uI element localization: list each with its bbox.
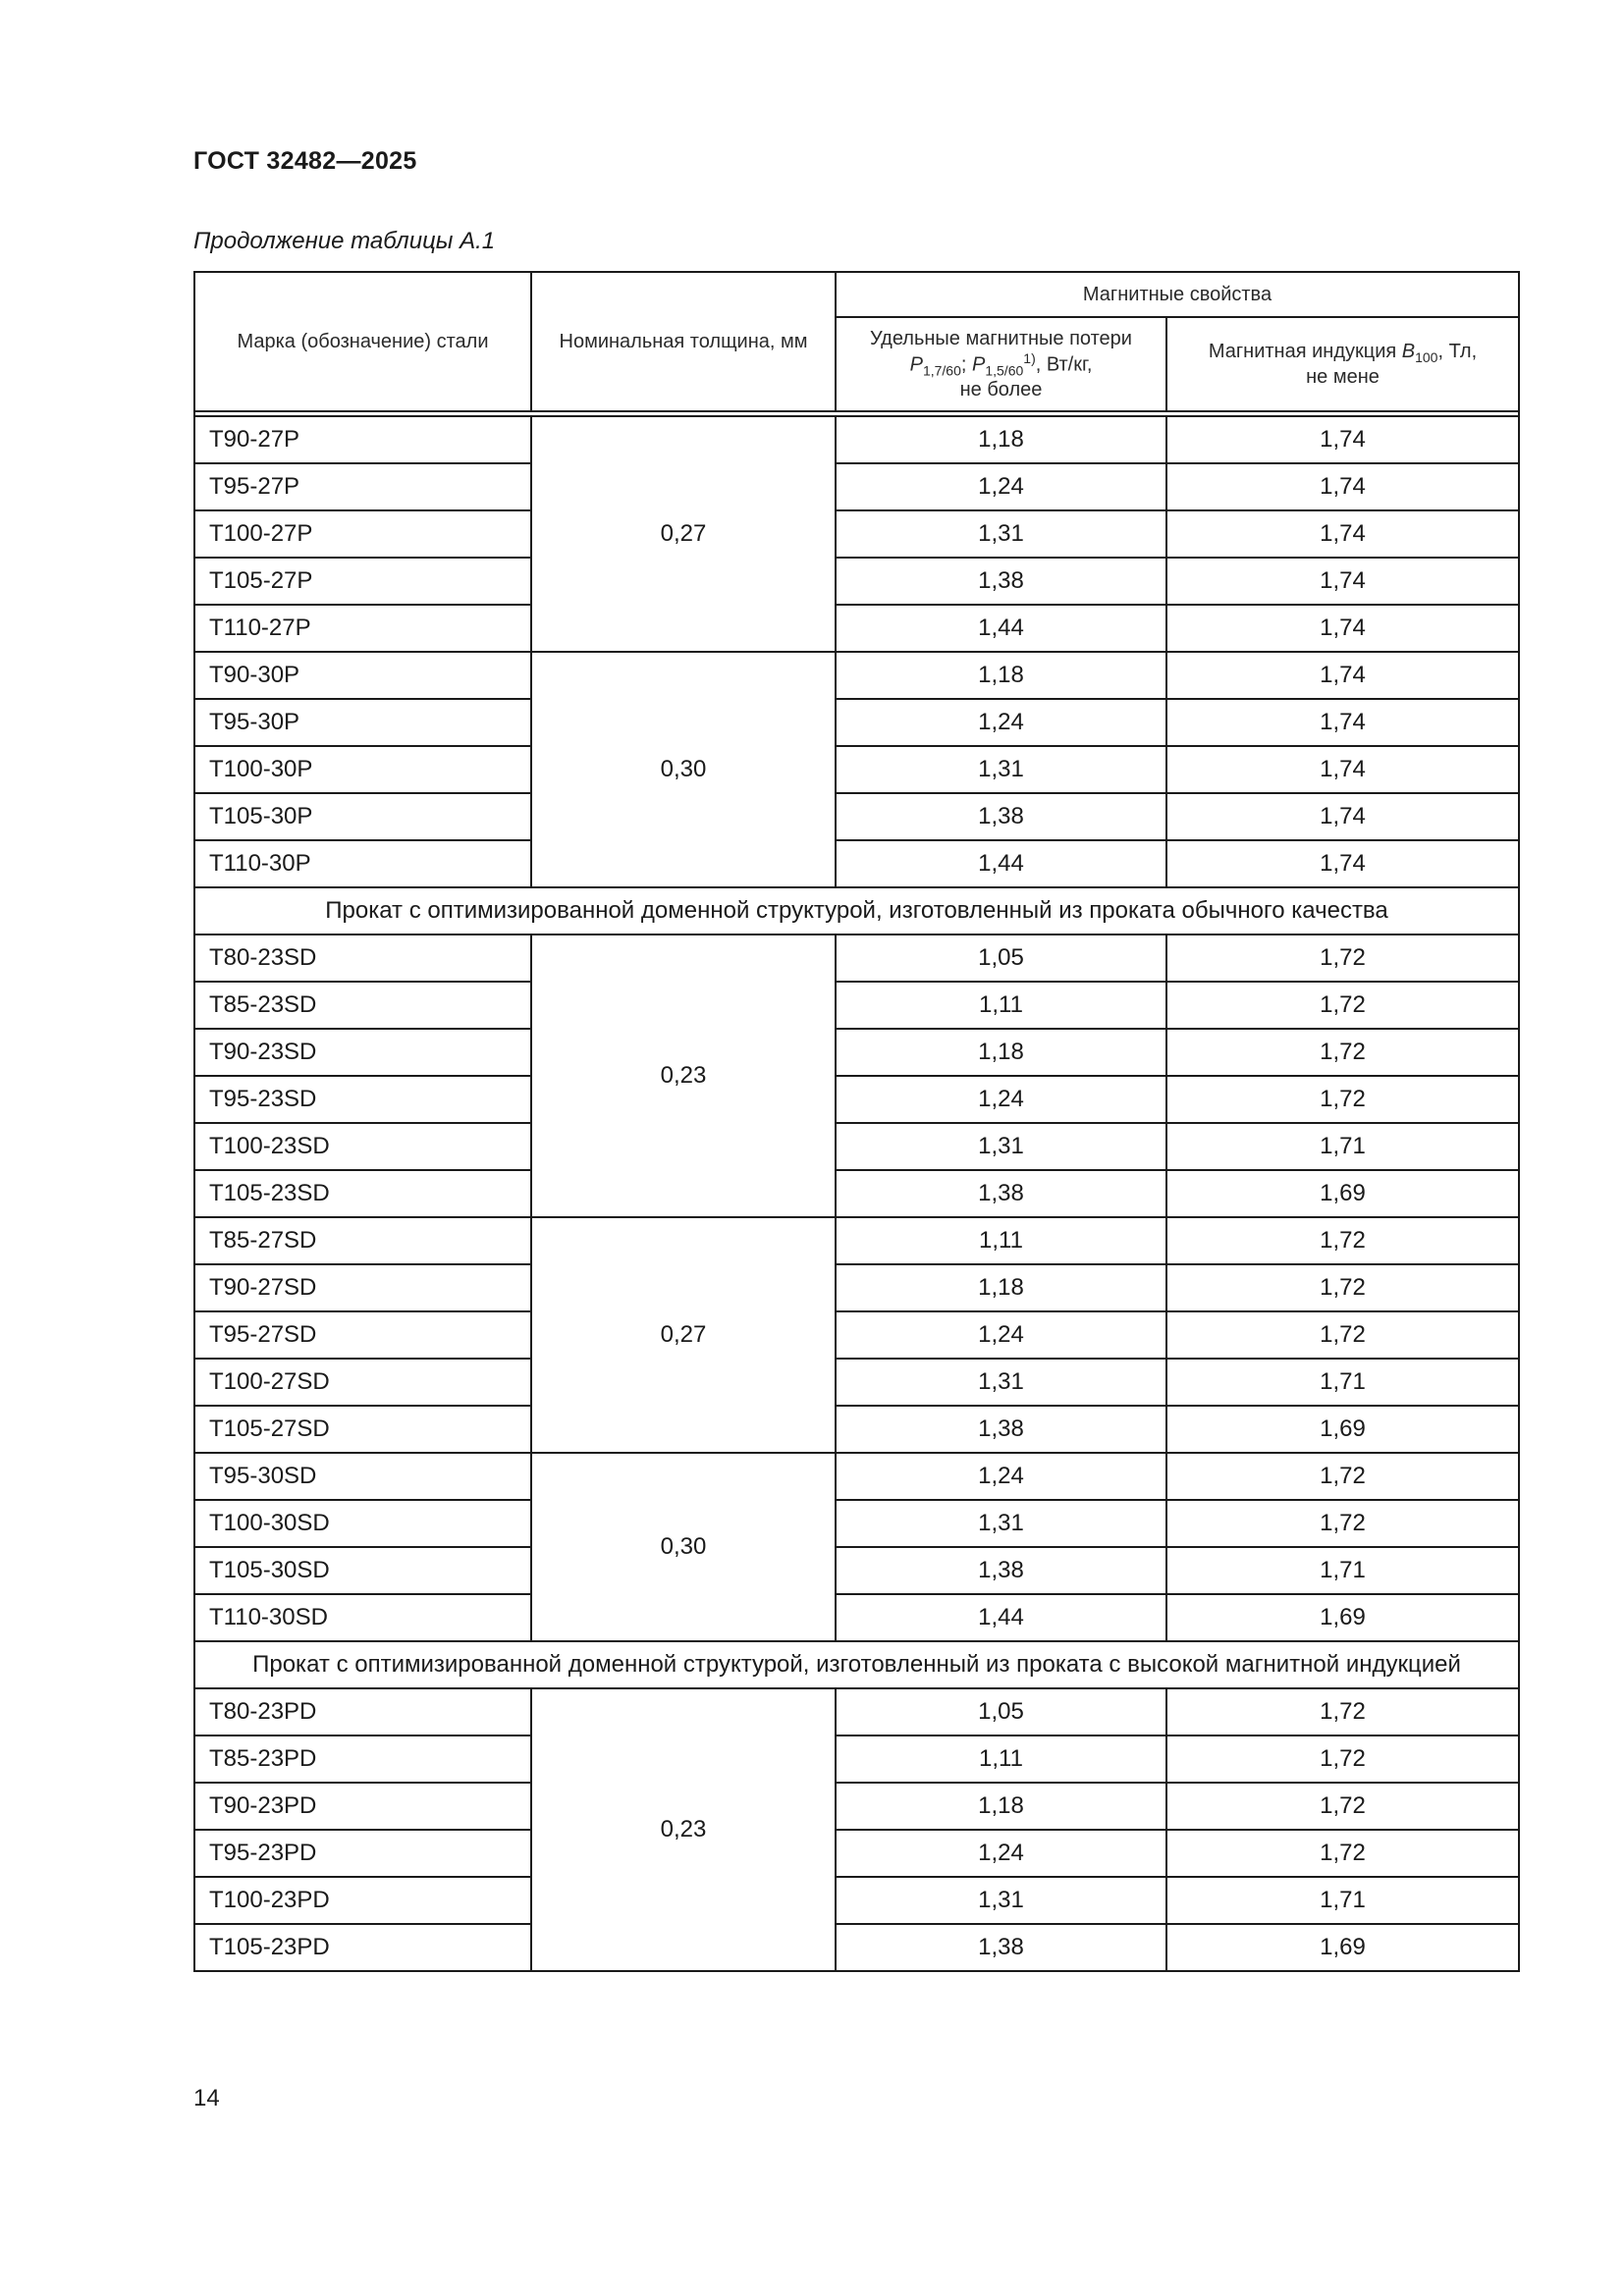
steel-grade-cell: Т100-30SD (194, 1500, 531, 1547)
steel-grade-cell: Т100-27Р (194, 510, 531, 558)
specific-loss-cell: 1,18 (836, 652, 1166, 699)
losses-footnote: 1) (1023, 349, 1036, 366)
table-row (194, 1783, 1519, 1830)
induction-symbol: B (1401, 341, 1416, 362)
steel-grade-cell: Т105-27Р (194, 558, 531, 605)
table-row (194, 1830, 1519, 1877)
table-row (194, 699, 1519, 746)
specific-loss-cell: 1,38 (836, 1170, 1166, 1217)
specific-loss-cell: 1,11 (836, 1217, 1166, 1264)
table-row (194, 1217, 1519, 1264)
table-row (194, 1735, 1519, 1783)
specific-loss-cell: 1,11 (836, 1735, 1166, 1783)
table-row (194, 463, 1519, 510)
header-induction (1166, 317, 1519, 411)
thickness-cell: 0,30 (531, 1453, 836, 1641)
specific-loss-cell: 1,18 (836, 1264, 1166, 1311)
steel-grade-cell: Т100-30Р (194, 746, 531, 793)
specific-loss-cell: 1,24 (836, 699, 1166, 746)
thickness-cell: 0,23 (531, 1688, 836, 1971)
specific-loss-cell: 1,31 (836, 1877, 1166, 1924)
steel-grade-cell: Т90-27SD (194, 1264, 531, 1311)
induction-cell: 1,72 (1166, 1783, 1519, 1830)
specific-loss-cell: 1,38 (836, 1924, 1166, 1971)
induction-cell: 1,72 (1166, 1735, 1519, 1783)
steel-grade-cell: Т85-23SD (194, 982, 531, 1029)
table-row (194, 934, 1519, 982)
section-title: Прокат с оптимизированной доменной структурой, изготовленный из проката с высокой магнитной индукцией (194, 1641, 1519, 1688)
steel-grade-cell: Т110-30Р (194, 840, 531, 887)
specific-loss-cell: 1,31 (836, 510, 1166, 558)
induction-cell: 1,69 (1166, 1406, 1519, 1453)
specific-loss-cell: 1,44 (836, 605, 1166, 652)
steel-grade-cell: Т105-30SD (194, 1547, 531, 1594)
table-row (194, 840, 1519, 887)
table-row (194, 1264, 1519, 1311)
steel-grades-table (193, 271, 1520, 1972)
induction-cell: 1,72 (1166, 1453, 1519, 1500)
specific-loss-cell: 1,24 (836, 463, 1166, 510)
induction-unit: , Тл, (1437, 341, 1478, 362)
table-row (194, 1500, 1519, 1547)
induction-cell: 1,72 (1166, 934, 1519, 982)
table-row (194, 1123, 1519, 1170)
specific-loss-cell: 1,18 (836, 1029, 1166, 1076)
induction-cell: 1,71 (1166, 1547, 1519, 1594)
header-grade: Марка (обозначение) стали (194, 272, 531, 411)
losses-separator: ; (960, 353, 972, 376)
table-row (194, 1076, 1519, 1123)
steel-grade-cell: Т95-30Р (194, 699, 531, 746)
induction-cell: 1,74 (1166, 463, 1519, 510)
induction-cell: 1,74 (1166, 840, 1519, 887)
steel-grade-cell: Т80-23SD (194, 934, 531, 982)
table-body (194, 416, 1519, 1971)
header-thickness: Номинальная толщина, мм (531, 272, 836, 411)
induction-cell: 1,72 (1166, 1830, 1519, 1877)
header-magnetic-properties: Магнитные свойства (836, 272, 1519, 317)
losses-symbol-2: P (972, 353, 986, 376)
table-row (194, 605, 1519, 652)
page-number: 14 (193, 2085, 220, 2111)
table-row (194, 1453, 1519, 1500)
induction-cell: 1,71 (1166, 1123, 1519, 1170)
table-row (194, 1406, 1519, 1453)
table-row (194, 416, 1519, 463)
specific-loss-cell: 1,24 (836, 1311, 1166, 1359)
steel-grade-cell: Т100-23SD (194, 1123, 531, 1170)
steel-grade-cell: Т90-27Р (194, 416, 531, 463)
steel-grade-cell: Т95-27SD (194, 1311, 531, 1359)
induction-sub: 100 (1415, 349, 1438, 365)
induction-cell: 1,74 (1166, 605, 1519, 652)
specific-loss-cell: 1,38 (836, 1547, 1166, 1594)
table-caption: Продолжение таблицы А.1 (193, 228, 496, 254)
specific-loss-cell: 1,44 (836, 1594, 1166, 1641)
thickness-cell: 0,27 (531, 416, 836, 652)
specific-loss-cell: 1,31 (836, 1359, 1166, 1406)
induction-cell: 1,72 (1166, 1311, 1519, 1359)
table-row (194, 1924, 1519, 1971)
losses-unit: , Вт/кг, (1035, 353, 1093, 376)
specific-loss-cell: 1,18 (836, 416, 1166, 463)
section-row (194, 1641, 1519, 1688)
induction-cell: 1,71 (1166, 1359, 1519, 1406)
steel-grade-cell: Т90-23PD (194, 1783, 531, 1830)
section-title: Прокат с оптимизированной доменной структурой, изготовленный из проката обычного качества (194, 887, 1519, 934)
losses-sub-1: 1,7/60 (922, 362, 961, 379)
table-row (194, 1688, 1519, 1735)
table-row (194, 982, 1519, 1029)
induction-cell: 1,69 (1166, 1170, 1519, 1217)
table-row (194, 652, 1519, 699)
induction-cell: 1,72 (1166, 1500, 1519, 1547)
induction-cell: 1,72 (1166, 982, 1519, 1029)
steel-grade-cell: Т100-23PD (194, 1877, 531, 1924)
induction-cell: 1,72 (1166, 1688, 1519, 1735)
specific-loss-cell: 1,38 (836, 1406, 1166, 1453)
induction-cell: 1,71 (1166, 1877, 1519, 1924)
table-row (194, 1359, 1519, 1406)
steel-grade-cell: Т105-23PD (194, 1924, 531, 1971)
table-header (194, 272, 1519, 416)
header-specific-losses (836, 317, 1166, 411)
specific-loss-cell: 1,18 (836, 1783, 1166, 1830)
table-row (194, 1170, 1519, 1217)
steel-grade-cell: Т90-30Р (194, 652, 531, 699)
specific-loss-cell: 1,38 (836, 558, 1166, 605)
table-row (194, 1029, 1519, 1076)
section-row (194, 887, 1519, 934)
steel-grade-cell: Т95-27Р (194, 463, 531, 510)
thickness-cell: 0,30 (531, 652, 836, 887)
induction-cell: 1,72 (1166, 1029, 1519, 1076)
specific-loss-cell: 1,31 (836, 1123, 1166, 1170)
steel-grade-cell: Т95-30SD (194, 1453, 531, 1500)
steel-grade-cell: Т110-27Р (194, 605, 531, 652)
document-code: ГОСТ 32482—2025 (193, 147, 417, 175)
table-row (194, 558, 1519, 605)
induction-cell: 1,74 (1166, 699, 1519, 746)
table-row (194, 793, 1519, 840)
steel-grade-cell: Т105-30Р (194, 793, 531, 840)
specific-loss-cell: 1,31 (836, 746, 1166, 793)
induction-prefix: Магнитная индукция (1208, 341, 1402, 362)
steel-grade-cell: Т90-23SD (194, 1029, 531, 1076)
table-row (194, 1311, 1519, 1359)
table-row (194, 1547, 1519, 1594)
steel-grade-cell: Т95-23SD (194, 1076, 531, 1123)
specific-loss-cell: 1,24 (836, 1076, 1166, 1123)
induction-cell: 1,72 (1166, 1217, 1519, 1264)
steel-grade-cell: Т110-30SD (194, 1594, 531, 1641)
induction-cell: 1,74 (1166, 793, 1519, 840)
induction-cell: 1,74 (1166, 510, 1519, 558)
steel-grade-cell: Т95-23PD (194, 1830, 531, 1877)
induction-cell: 1,72 (1166, 1264, 1519, 1311)
induction-cell: 1,69 (1166, 1594, 1519, 1641)
steel-grade-cell: Т105-23SD (194, 1170, 531, 1217)
losses-suffix: не более (959, 379, 1043, 401)
induction-cell: 1,74 (1166, 416, 1519, 463)
specific-loss-cell: 1,05 (836, 1688, 1166, 1735)
table-row (194, 510, 1519, 558)
specific-loss-cell: 1,31 (836, 1500, 1166, 1547)
losses-sub-2: 1,5/60 (985, 362, 1024, 379)
steel-grade-cell: Т85-23PD (194, 1735, 531, 1783)
losses-symbol-1: P (909, 353, 923, 376)
induction-cell: 1,74 (1166, 652, 1519, 699)
steel-grade-cell: Т80-23PD (194, 1688, 531, 1735)
induction-cell: 1,69 (1166, 1924, 1519, 1971)
table-row (194, 1877, 1519, 1924)
induction-cell: 1,74 (1166, 746, 1519, 793)
steel-grade-cell: Т85-27SD (194, 1217, 531, 1264)
induction-suffix: не мене (1306, 366, 1380, 388)
induction-cell: 1,72 (1166, 1076, 1519, 1123)
specific-loss-cell: 1,24 (836, 1830, 1166, 1877)
steel-grade-cell: Т105-27SD (194, 1406, 531, 1453)
specific-loss-cell: 1,05 (836, 934, 1166, 982)
losses-prefix: Удельные магнитные потери (870, 327, 1132, 349)
specific-loss-cell: 1,44 (836, 840, 1166, 887)
induction-cell: 1,74 (1166, 558, 1519, 605)
steel-grade-cell: Т100-27SD (194, 1359, 531, 1406)
thickness-cell: 0,27 (531, 1217, 836, 1453)
table-row (194, 1594, 1519, 1641)
thickness-cell: 0,23 (531, 934, 836, 1217)
specific-loss-cell: 1,24 (836, 1453, 1166, 1500)
specific-loss-cell: 1,38 (836, 793, 1166, 840)
table-row (194, 746, 1519, 793)
specific-loss-cell: 1,11 (836, 982, 1166, 1029)
